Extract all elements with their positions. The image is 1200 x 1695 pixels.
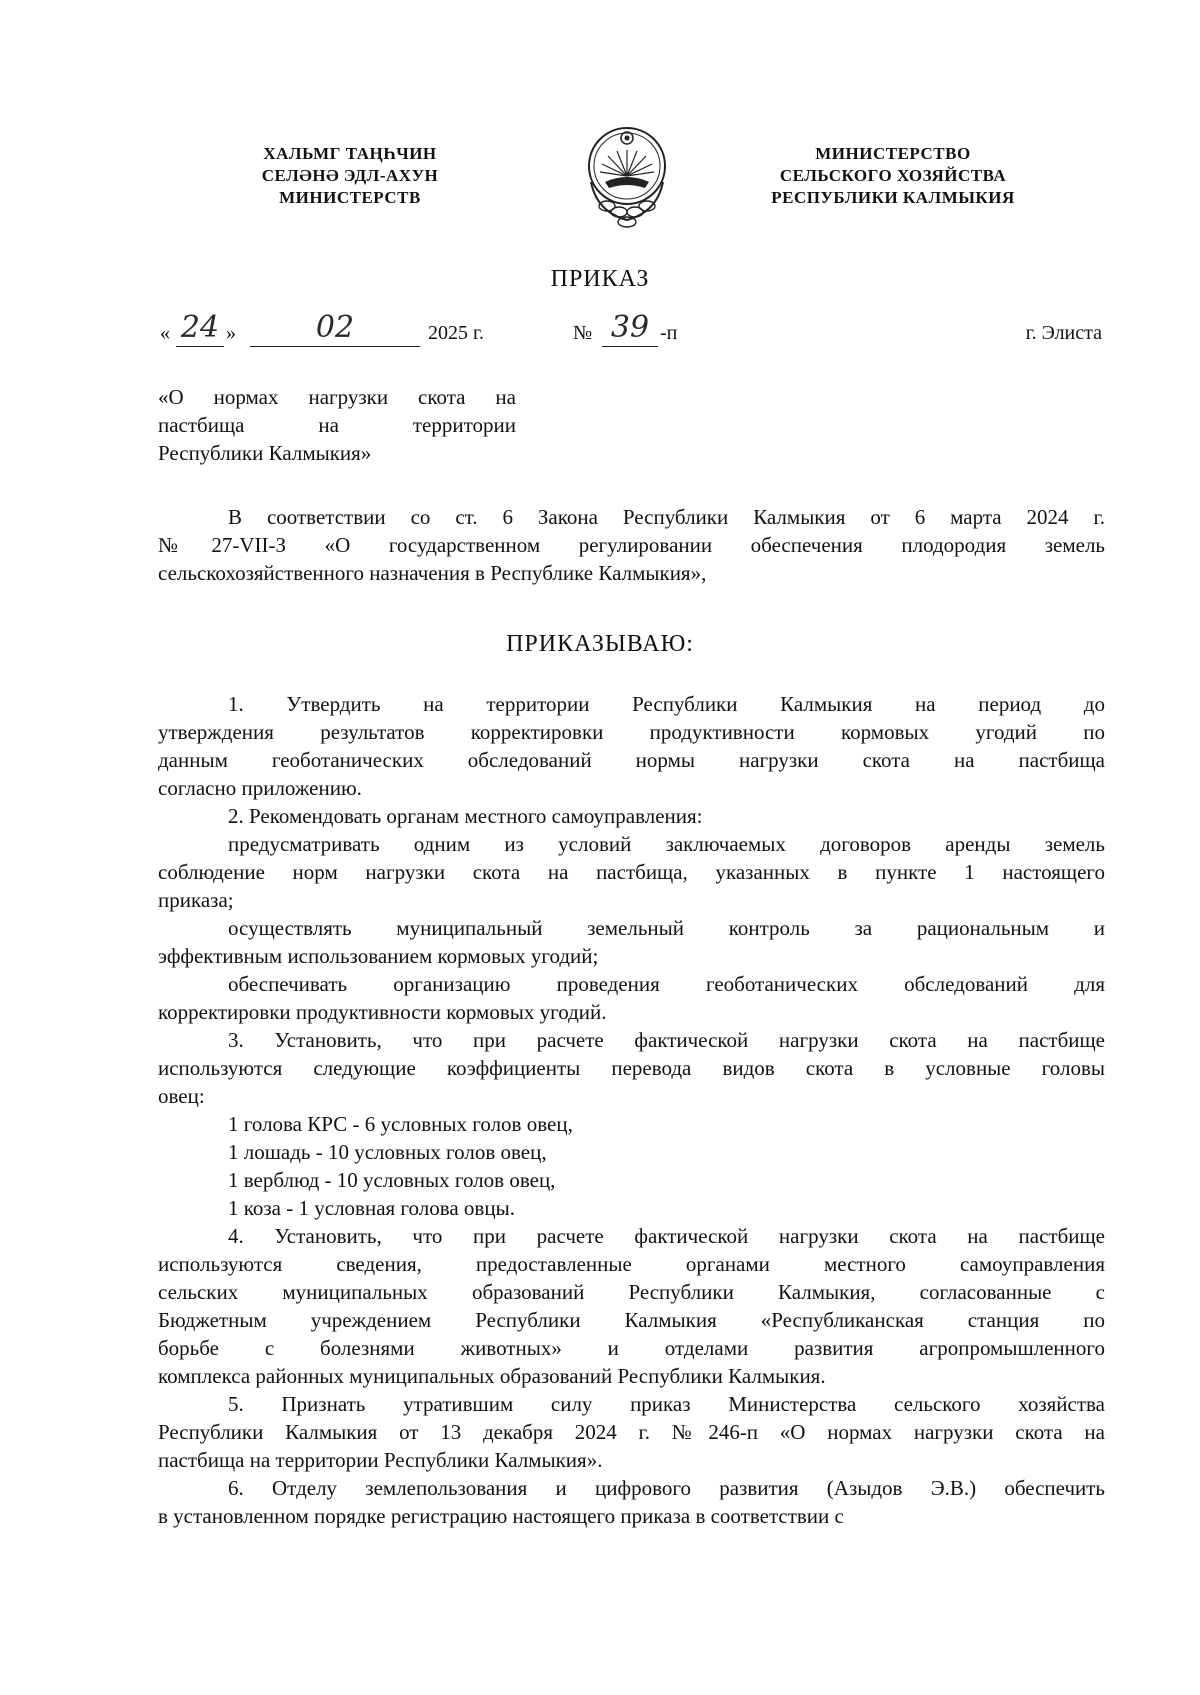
paragraph-line: 1. Утвердить на территории Республики Калмыкия на период до — [228, 692, 1105, 716]
paragraph-line: в установленном порядке регистрацию настоящего приказа в соответствии с — [158, 1504, 844, 1528]
day-underline — [176, 346, 224, 347]
header-line: МИНИСТЕРСТВ — [279, 188, 421, 207]
paragraph-line: предусматривать одним из условий заключаемых договоров аренды земель — [228, 832, 1105, 856]
paragraph-line: пастбища на территории Республики Калмыкия». — [158, 1448, 603, 1472]
paragraph-line: корректировки продуктивности кормовых угодий. — [158, 1000, 607, 1024]
paragraph-line: 2. Рекомендовать органам местного самоуправления: — [228, 804, 703, 828]
quote-open: « — [160, 322, 170, 344]
order-item — [158, 1110, 1105, 1138]
paragraph-line: используются следующие коэффициенты перевода видов скота в условные головы — [158, 1056, 1105, 1080]
order-item — [158, 1026, 1105, 1110]
month-underline — [250, 346, 420, 347]
paragraph-line: утверждения результатов корректировки продуктивности кормовых угодий по — [158, 720, 1105, 744]
document-city: г. Элиста — [1025, 322, 1102, 344]
paragraph-line: 5. Признать утратившим силу приказ Министерства сельского хозяйства — [228, 1392, 1105, 1416]
order-item — [158, 970, 1105, 1026]
quote-close: » — [226, 322, 236, 344]
paragraph-line: данным геоботанических обследований нормы нагрузки скота на пастбища — [158, 748, 1105, 772]
paragraph-line: 1 верблюд - 10 условных голов овец, — [228, 1168, 556, 1192]
order-item — [158, 914, 1105, 970]
paragraph-line: 3. Установить, что при расчете фактической нагрузки скота на пастбище — [228, 1028, 1105, 1052]
paragraph-line: сельских муниципальных образований Республики Калмыкия, согласованные с — [158, 1280, 1105, 1304]
document-type: ПРИКАЗ — [550, 266, 650, 292]
order-item — [158, 802, 1105, 830]
header-line: ХАЛЬМГ ТАҢҺЧИН — [263, 144, 437, 163]
paragraph-line: осуществлять муниципальный земельный контроль за рациональным и — [228, 916, 1105, 940]
handwritten-number: 39 — [610, 310, 650, 345]
paragraph-line: 1 голова КРС - 6 условных голов овец, — [228, 1112, 573, 1136]
paragraph-line: 4. Установить, что при расчете фактической нагрузки скота на пастбище — [228, 1224, 1105, 1248]
paragraph-line: Республики Калмыкия от 13 декабря 2024 г. №246-п «О нормах нагрузки скота на — [158, 1420, 1105, 1444]
paragraph-line: эффективным использованием кормовых угодий; — [158, 944, 599, 968]
paragraph-line: комплекса районных муниципальных образований Республики Калмыкия. — [158, 1364, 826, 1388]
paragraph-line: Бюджетным учреждением Республики Калмыкия «Республиканская станция по — [158, 1308, 1105, 1332]
document-meta-row — [0, 310, 1200, 352]
subject-line: «О нормах нагрузки скота на — [158, 385, 516, 409]
preamble-paragraph — [158, 503, 1105, 587]
number-underline — [602, 346, 658, 347]
order-item — [158, 1138, 1105, 1166]
order-item — [158, 830, 1105, 914]
order-item — [158, 1474, 1105, 1530]
paragraph-line: борьбе с болезнями животных» и отделами развития агропромышленного — [158, 1336, 1105, 1360]
document-year: 2025 г. — [428, 322, 484, 344]
order-item — [158, 1194, 1105, 1222]
number-label: № — [573, 322, 593, 344]
document-subject — [158, 383, 516, 467]
number-suffix: -п — [660, 322, 678, 344]
paragraph-line: овец: — [158, 1084, 205, 1108]
subject-line: пастбища на территории — [158, 413, 516, 437]
paragraph-line: 6. Отделу землепользования и цифрового развития (Азыдов Э.В.) обеспечить — [228, 1476, 1105, 1500]
paragraph-line: 1 коза - 1 условная голова овцы. — [228, 1196, 515, 1220]
paragraph-line: сельскохозяйственного назначения в Республике Калмыкия», — [158, 561, 707, 585]
paragraph-line: 1 лошадь - 10 условных голов овец, — [228, 1140, 547, 1164]
paragraph-line: используются сведения, предоставленные органами местного самоуправления — [158, 1252, 1105, 1276]
paragraph-line: приказа; — [158, 888, 234, 912]
order-item — [158, 1222, 1105, 1390]
header-line: МИНИСТЕРСТВО — [815, 144, 971, 163]
paragraph-line: №27-VII-З «О государственном регулировании обеспечения плодородия земель — [158, 533, 1105, 557]
order-item — [158, 1166, 1105, 1194]
order-item — [158, 690, 1105, 802]
paragraph-line: соблюдение норм нагрузки скота на пастбища, указанных в пункте 1 настоящего — [158, 860, 1105, 884]
handwritten-month: 02 — [315, 310, 355, 345]
header-line: СЕЛӘНӘ ЭДЛ-АХУН — [261, 166, 439, 185]
order-items — [158, 690, 1105, 1530]
order-item — [158, 1390, 1105, 1474]
subject-line: Республики Калмыкия» — [158, 441, 372, 465]
handwritten-day: 24 — [180, 310, 220, 345]
header-ministry-kalmyk — [225, 143, 475, 209]
command-heading: ПРИКАЗЫВАЮ: — [506, 631, 694, 657]
paragraph-line: обеспечивать организацию проведения геоботанических обследований для — [228, 972, 1105, 996]
paragraph-line: В соответствии со ст. 6 Закона Республики Калмыкия от 6 марта 2024 г. — [228, 505, 1105, 529]
header-ministry-russian — [762, 143, 1024, 209]
header-line: РЕСПУБЛИКИ КАЛМЫКИЯ — [771, 188, 1015, 207]
kalmykia-emblem-icon — [577, 122, 677, 232]
paragraph-line: согласно приложению. — [158, 776, 362, 800]
header-line: СЕЛЬСКОГО ХОЗЯЙСТВА — [779, 166, 1007, 185]
